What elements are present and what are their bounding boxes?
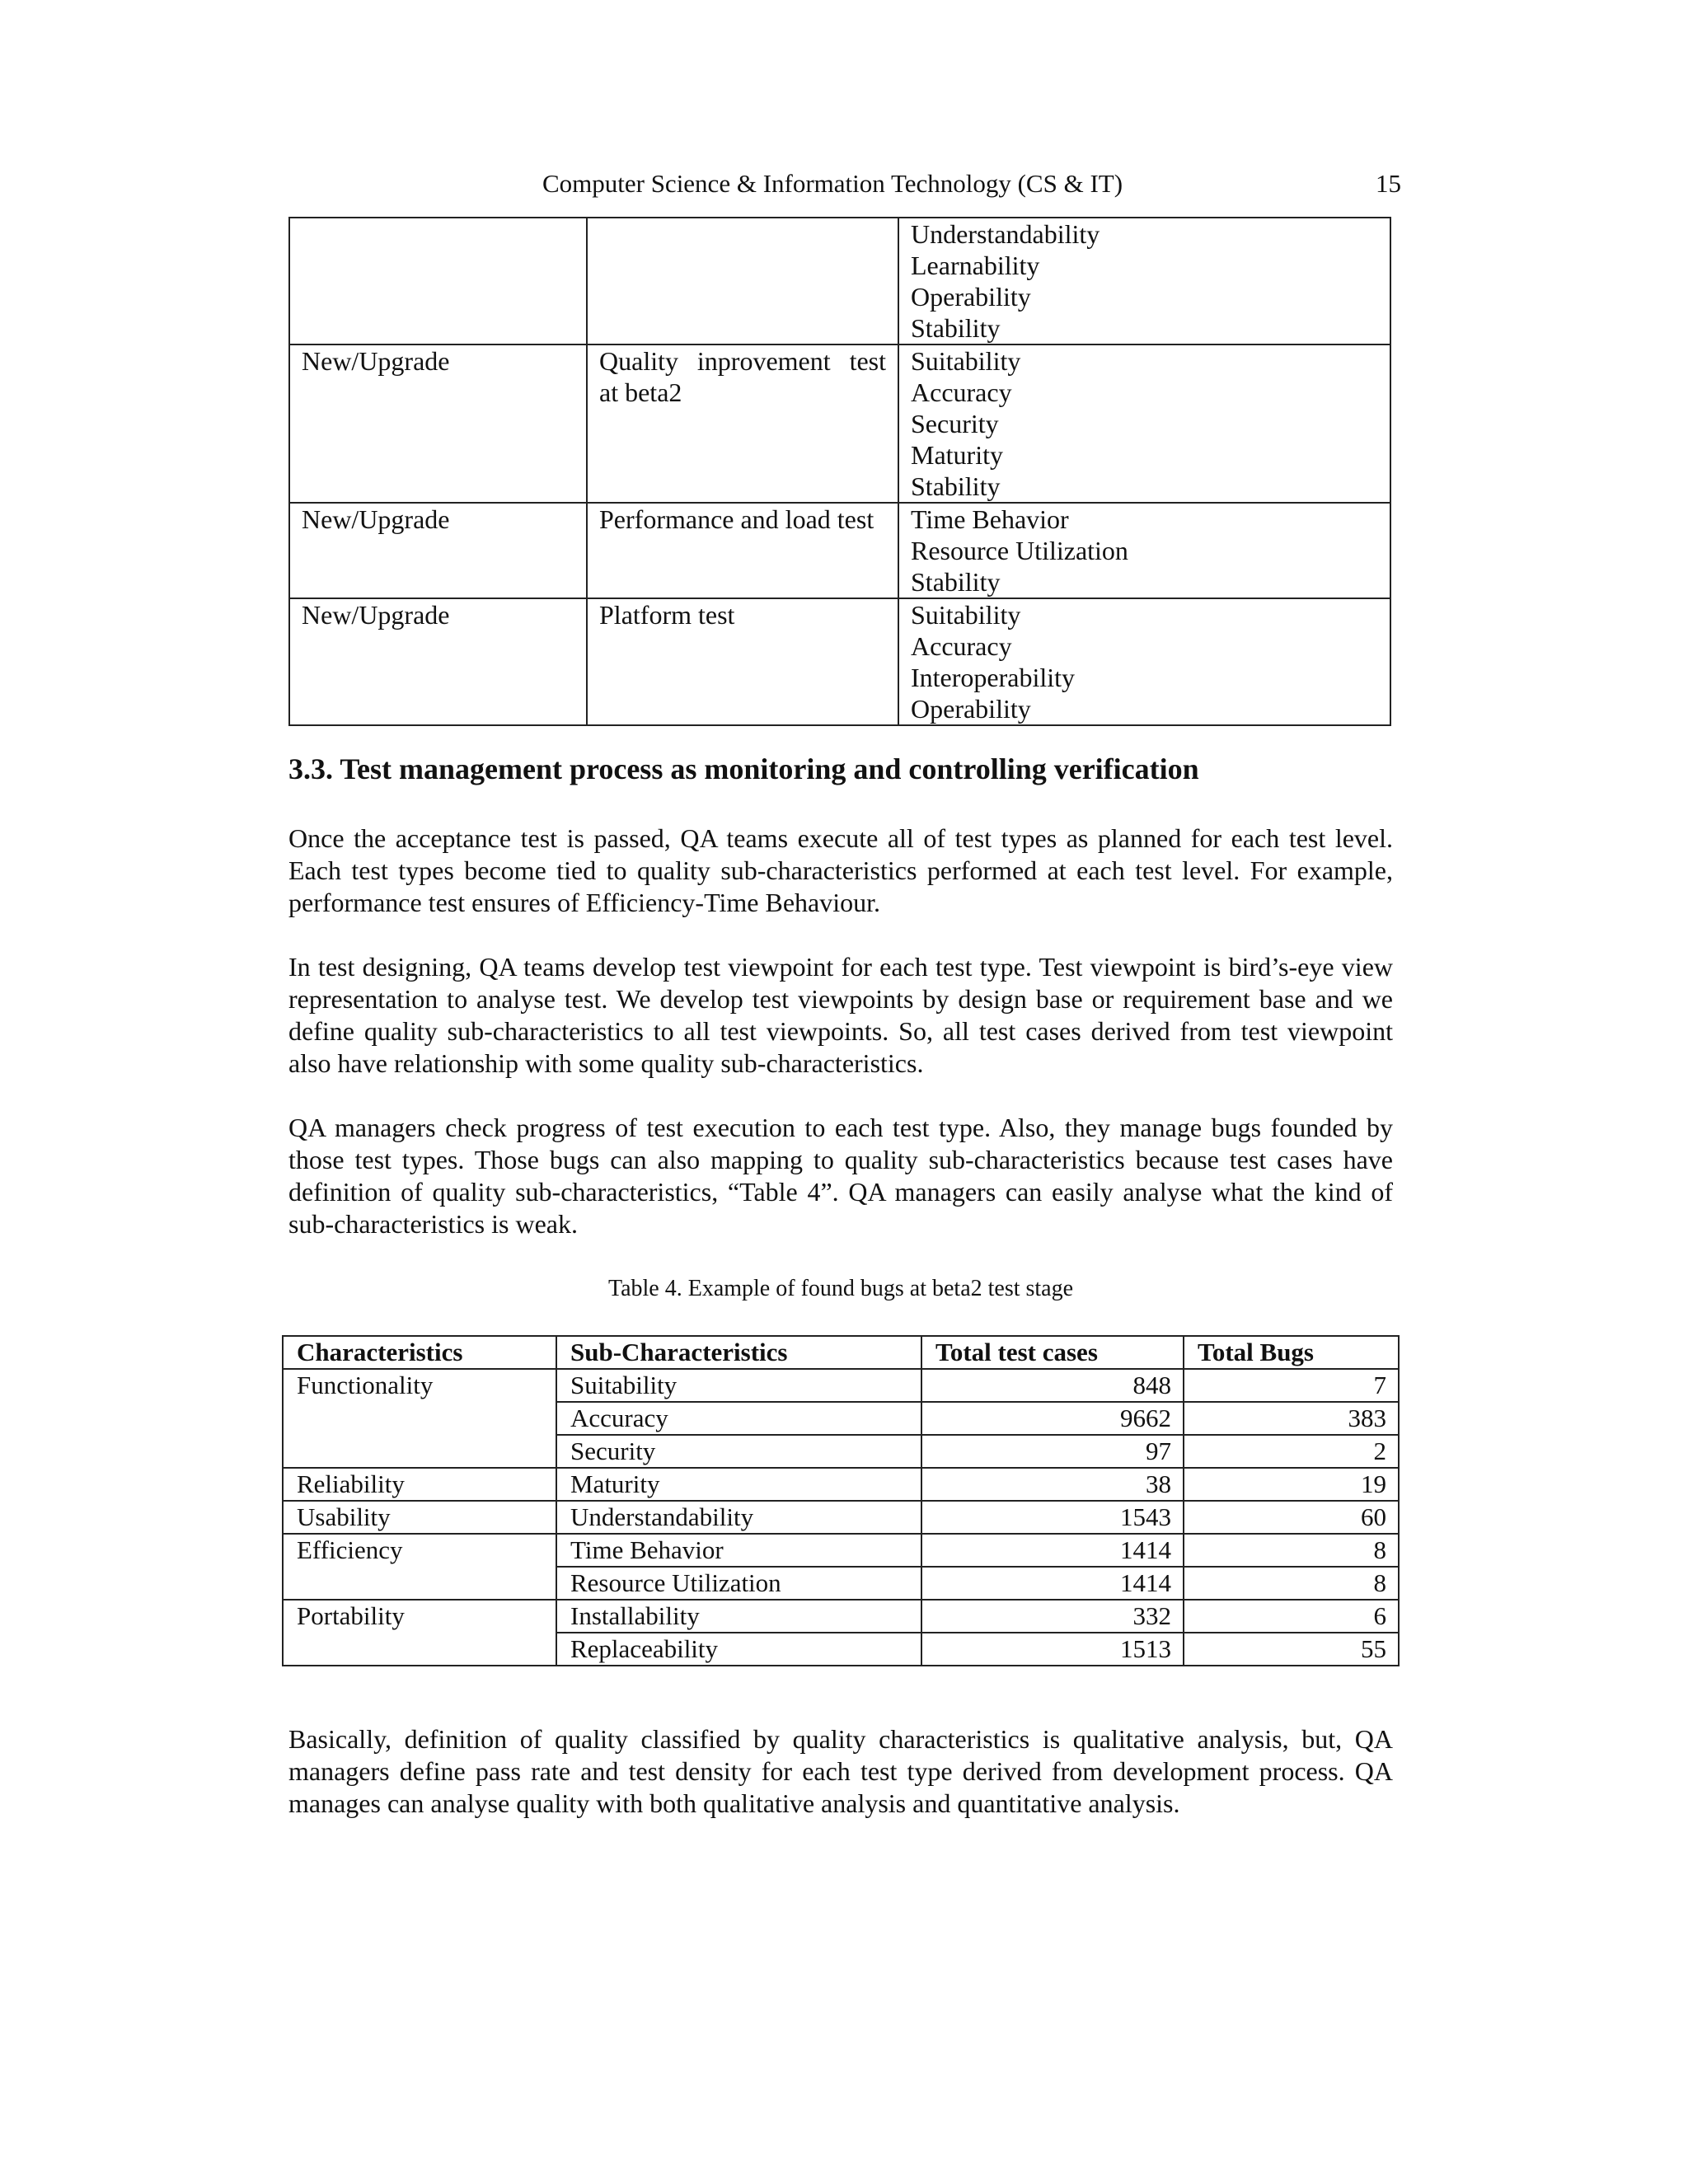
quality-sub-characteristic: Security bbox=[911, 409, 999, 438]
table-cell: New/Upgrade bbox=[289, 598, 587, 725]
total-bugs-cell: 60 bbox=[1184, 1501, 1399, 1534]
quality-sub-characteristic: Resource Utilization bbox=[911, 536, 1128, 565]
total-bugs-cell: 8 bbox=[1184, 1534, 1399, 1567]
total-test-cases-cell: 848 bbox=[921, 1369, 1184, 1402]
table-row bbox=[283, 1501, 1399, 1534]
body-paragraph: QA managers check progress of test execution to each test type. Also, they manage bugs founded by those test types. Those bugs can also mapping to quality sub-characteristics because test cases have definition of quality sub-characteristics, “Table 4”. QA managers can easily analyse what the kind of sub-characteristics is weak. bbox=[288, 1113, 1393, 1239]
table-row bbox=[289, 598, 1390, 725]
table-cell bbox=[587, 218, 898, 344]
total-test-cases-cell: 332 bbox=[921, 1600, 1184, 1633]
table-row bbox=[283, 1369, 1399, 1402]
table-cell: New/Upgrade bbox=[289, 503, 587, 598]
sub-characteristic-cell: Security bbox=[556, 1435, 921, 1468]
quality-sub-characteristic: Interoperability bbox=[911, 663, 1076, 692]
sub-characteristic-cell: Understandability bbox=[556, 1501, 921, 1534]
table-header-row bbox=[283, 1336, 1399, 1369]
total-bugs-cell: 2 bbox=[1184, 1435, 1399, 1468]
quality-sub-characteristic: Stability bbox=[911, 471, 1001, 501]
total-bugs-cell: 7 bbox=[1184, 1369, 1399, 1402]
total-test-cases-cell: 1414 bbox=[921, 1534, 1184, 1567]
table-cell bbox=[898, 218, 1390, 344]
page-number: 15 bbox=[1376, 169, 1401, 198]
total-bugs-cell: 55 bbox=[1184, 1633, 1399, 1666]
table-cell: Platform test bbox=[587, 598, 898, 725]
quality-sub-characteristic: Maturity bbox=[911, 440, 1003, 470]
quality-sub-characteristic: Operability bbox=[911, 282, 1031, 312]
table-caption: Table 4. Example of found bugs at beta2 test stage bbox=[607, 1276, 1074, 1301]
body-paragraph: In test designing, QA teams develop test viewpoint for each test type. Test viewpoint is bird’s-eye view representation to analyse test. We develop test viewpoints by design base or requirement base and we define quality sub-characteristics to all test viewpoints. So, all test cases derived from test viewpoint also have relationship with some quality sub-characteristics. bbox=[288, 952, 1393, 1078]
running-header: Computer Science & Information Technology (CS & IT) bbox=[542, 169, 1123, 198]
characteristic-cell: Usability bbox=[283, 1501, 556, 1534]
characteristic-cell: Reliability bbox=[283, 1468, 556, 1501]
column-header: Characteristics bbox=[283, 1336, 556, 1369]
table-row bbox=[283, 1468, 1399, 1501]
quality-sub-characteristic: Understandability bbox=[911, 219, 1100, 249]
body-paragraph: Once the acceptance test is passed, QA teams execute all of test types as planned for each test level. Each test types become tied to quality sub-characteristics performed at each test level. For example, performance test ensures of Efficiency-Time Behaviour. bbox=[288, 823, 1393, 917]
sub-characteristic-cell: Installability bbox=[556, 1600, 921, 1633]
total-test-cases-cell: 38 bbox=[921, 1468, 1184, 1501]
table-row bbox=[283, 1600, 1399, 1633]
table-cell bbox=[898, 344, 1390, 503]
characteristic-cell: Portability bbox=[283, 1600, 556, 1666]
quality-sub-characteristic: Operability bbox=[911, 694, 1031, 724]
table-cell: Quality inprovement test at beta2 bbox=[587, 344, 898, 503]
column-header: Sub-Characteristics bbox=[556, 1336, 921, 1369]
table-row bbox=[283, 1534, 1399, 1567]
quality-sub-characteristic: Suitability bbox=[911, 346, 1021, 376]
quality-sub-characteristic: Suitability bbox=[911, 600, 1021, 630]
characteristic-cell: Efficiency bbox=[283, 1534, 556, 1600]
total-test-cases-cell: 1513 bbox=[921, 1633, 1184, 1666]
quality-sub-characteristic: Stability bbox=[911, 313, 1001, 343]
total-test-cases-cell: 1543 bbox=[921, 1501, 1184, 1534]
table-cell: New/Upgrade bbox=[289, 344, 587, 503]
section-heading: 3.3. Test management process as monitoring and controlling verification bbox=[288, 752, 1199, 785]
quality-sub-characteristic: Accuracy bbox=[911, 631, 1012, 661]
sub-characteristic-cell: Accuracy bbox=[556, 1402, 921, 1435]
table-cell bbox=[898, 503, 1390, 598]
sub-characteristic-cell: Suitability bbox=[556, 1369, 921, 1402]
sub-characteristic-cell: Time Behavior bbox=[556, 1534, 921, 1567]
table-cell: Performance and load test bbox=[587, 503, 898, 598]
total-test-cases-cell: 9662 bbox=[921, 1402, 1184, 1435]
quality-sub-characteristic: Stability bbox=[911, 567, 1001, 597]
total-test-cases-cell: 97 bbox=[921, 1435, 1184, 1468]
total-bugs-cell: 6 bbox=[1184, 1600, 1399, 1633]
characteristic-cell: Functionality bbox=[283, 1369, 556, 1468]
body-paragraph: Basically, definition of quality classified by quality characteristics is qualitative analysis, but, QA managers define pass rate and test density for each test type derived from development process. QA manages can analyse quality with both qualitative analysis and quantitative analysis. bbox=[288, 1724, 1393, 1818]
quality-sub-characteristic: Learnability bbox=[911, 251, 1040, 280]
total-bugs-cell: 383 bbox=[1184, 1402, 1399, 1435]
table-row bbox=[289, 344, 1390, 503]
test-types-table-continued bbox=[288, 217, 1391, 726]
total-bugs-cell: 19 bbox=[1184, 1468, 1399, 1501]
total-test-cases-cell: 1414 bbox=[921, 1567, 1184, 1600]
table-row bbox=[289, 503, 1390, 598]
table-cell bbox=[898, 598, 1390, 725]
sub-characteristic-cell: Maturity bbox=[556, 1468, 921, 1501]
sub-characteristic-cell: Resource Utilization bbox=[556, 1567, 921, 1600]
quality-sub-characteristic: Accuracy bbox=[911, 377, 1012, 407]
quality-sub-characteristic: Time Behavior bbox=[911, 504, 1069, 534]
found-bugs-table bbox=[282, 1335, 1400, 1666]
column-header: Total test cases bbox=[921, 1336, 1184, 1369]
table-row bbox=[289, 218, 1390, 344]
table-cell bbox=[289, 218, 587, 344]
total-bugs-cell: 8 bbox=[1184, 1567, 1399, 1600]
column-header: Total Bugs bbox=[1184, 1336, 1399, 1369]
sub-characteristic-cell: Replaceability bbox=[556, 1633, 921, 1666]
